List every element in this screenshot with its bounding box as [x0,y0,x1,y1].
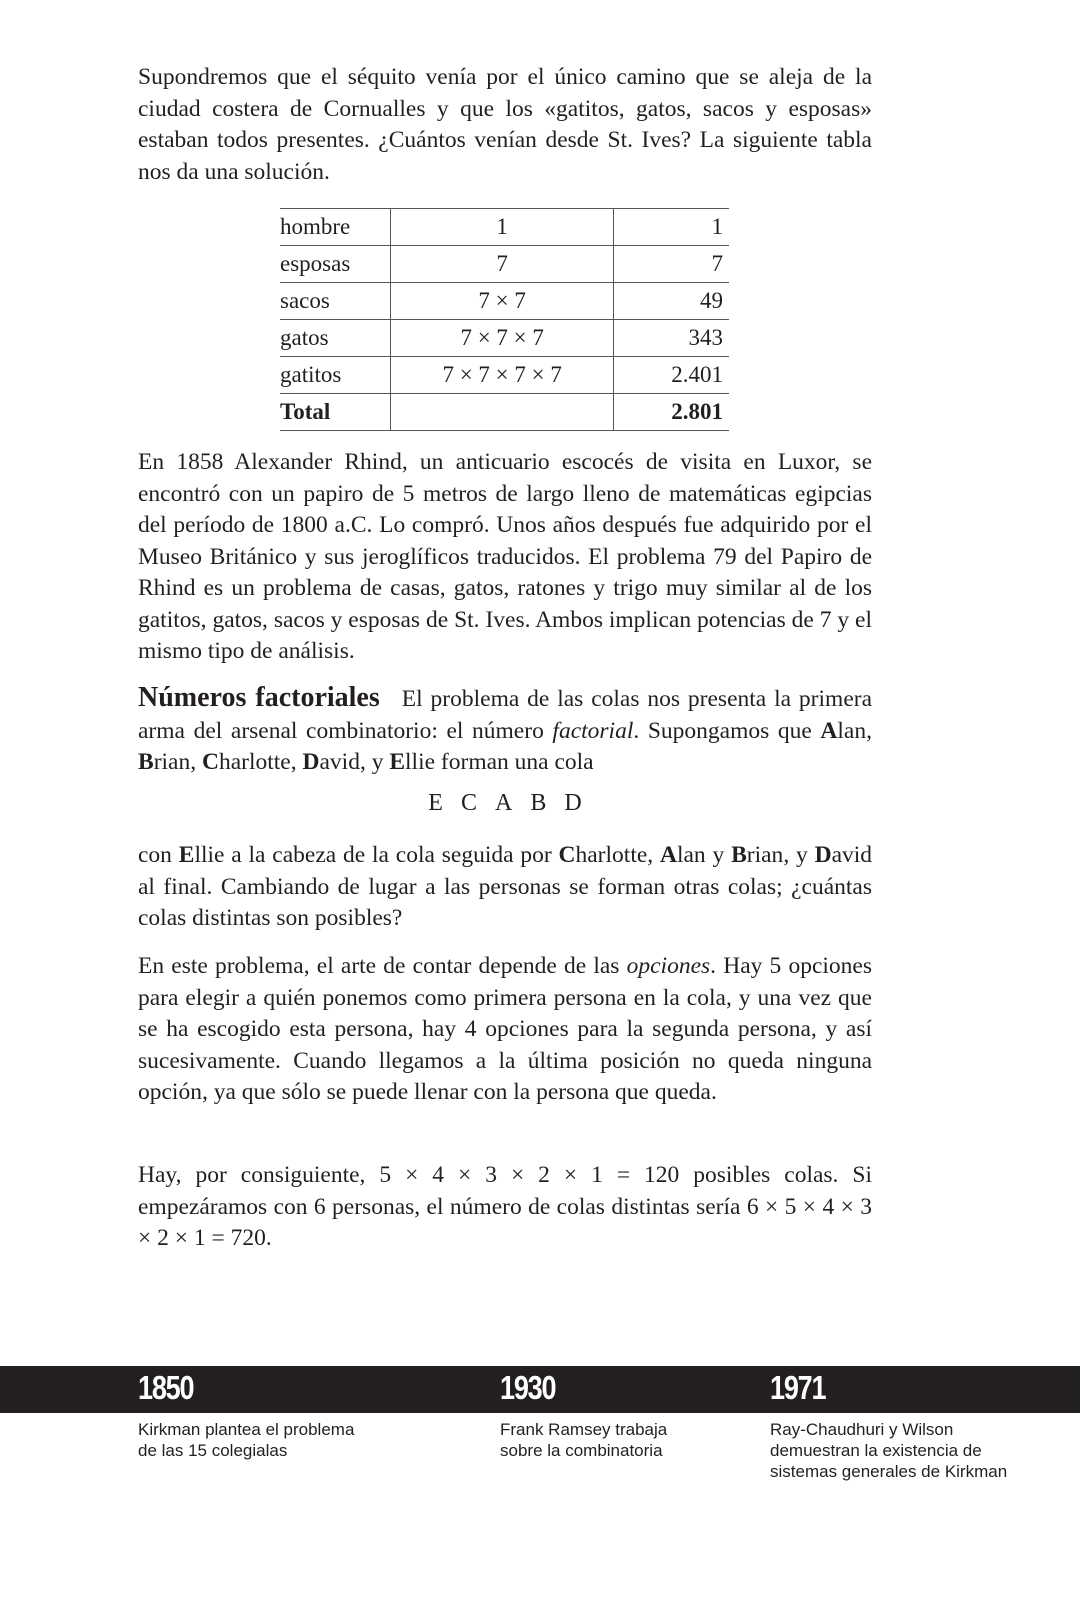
name-initial: D [814,842,832,868]
separator: , [190,749,202,775]
paragraph-text [138,682,872,779]
text-run: . Hay 5 opciones para elegir a quién ponemos como primera persona en la cola, y una vez que se ha escogido esta persona, hay 4 opciones para la segunda persona, y así sucesivamente. Cuando llegamos a la última posición no queda ninguna opción, ya que sólo se puede llenar con la persona que queda. [138,953,872,1105]
timeline-event-1850 [138,1419,354,1461]
queue-letter: B [530,790,547,816]
paragraph-text: Supondremos que el séquito venía por el único camino que se aleja de la ciudad costera de Cornualles y que los «gatitos, gatos, sacos y esposas» estaban todos presentes. ¿Cuántos venían desde St. Ives? La siguiente tabla nos da una solución. [138,64,872,185]
paragraph-factorial-intro [138,682,872,779]
queue-letter: D [564,790,582,816]
paragraph-queue-explanation [138,840,872,935]
paragraph-options [138,951,872,1109]
text-run: a la cabeza de la cola seguida por [224,842,559,868]
table-cell-value: 1 [614,209,729,246]
name-initial: D [302,749,320,775]
text-run: al final. Cambiando de lugar a las personas se forman otras colas; ¿cuántas colas distintas son posibles? [138,873,872,931]
name-rest: avid [319,749,360,775]
name-rest: avid [831,842,873,868]
table-cell-expression: 7 × 7 × 7 × 7 [391,357,614,394]
italic-term: factorial [552,717,634,744]
table-row [280,357,729,394]
timeline-year-1971: 1971 [770,1369,826,1406]
text-run: , [647,842,660,868]
timeline-event-line: Kirkman plantea el problema [138,1420,355,1439]
table-cell-label: gatitos [280,357,391,394]
timeline-event-1971 [770,1419,1007,1482]
paragraph-st-ives-intro [138,62,872,188]
table-cell-expression: 7 × 7 [391,283,614,320]
table-total-value: 2.801 [614,394,729,431]
name-initial: B [731,842,747,868]
timeline-event-line: sistemas generales de Kirkman [770,1462,1008,1481]
table-total-label: Total [280,394,391,431]
separator: , [290,749,303,775]
name-rest: llie [405,749,436,775]
st-ives-table [280,208,729,431]
separator: , y [359,749,390,775]
timeline-year-1930: 1930 [500,1369,556,1406]
table-row [280,246,729,283]
table-cell-label: esposas [280,246,391,283]
timeline-event-line: Ray-Chaudhuri y Wilson [770,1420,954,1439]
section-heading: Números factoriales [138,682,380,713]
table-cell-value: 2.401 [614,357,729,394]
timeline-event-line: Frank Ramsey trabaja [500,1420,668,1439]
table-total-row [280,394,729,431]
table-cell-value: 343 [614,320,729,357]
text-run: forman una cola [435,749,594,775]
timeline-event-line: demuestran la existencia de [770,1441,982,1460]
table-cell-label: hombre [280,209,391,246]
table-cell-value: 49 [614,283,729,320]
name-rest: rian [746,842,784,868]
separator: , [866,717,872,744]
paragraph-text [138,840,872,935]
timeline-event-line: de las 15 colegialas [138,1441,288,1460]
text-run: y [705,842,732,868]
queue-letter: A [494,790,513,816]
table-row [280,320,729,357]
paragraph-text: Hay, por consiguiente, 5 × 4 × 3 × 2 × 1 = 120 posibles colas. Si empezáramos con 6 personas, el número de colas distintas sería 6 × 5 × 4 × 3 × 2 × 1 = 720. [138,1162,872,1251]
name-initial: B [138,749,154,775]
name-initial: E [389,749,406,775]
text-run: En este problema, el arte de contar depende de las [138,953,627,979]
name-rest: harlotte [575,842,648,868]
table-total-expression [391,394,614,431]
paragraph-text [138,951,872,1109]
timeline-year-1850: 1850 [138,1369,194,1406]
text-run: , y [783,842,815,868]
name-rest: llie [194,842,225,868]
paragraph-factorial-result [138,1160,872,1255]
italic-term: opciones [626,953,711,979]
table-cell-expression: 1 [391,209,614,246]
name-rest: lan [837,717,867,744]
table-cell-expression: 7 [391,246,614,283]
table-cell-label: sacos [280,283,391,320]
table-row [280,209,729,246]
name-initial: E [178,842,195,868]
name-rest: rian [153,749,191,775]
name-rest: lan [676,842,706,868]
name-rest: harlotte [218,749,291,775]
name-initial: A [820,717,838,744]
table-cell-expression: 7 × 7 × 7 [391,320,614,357]
text-run: . Supongamos que [633,717,821,744]
text-run: El problema de las colas nos presenta la primera arma del arsenal combinatorio: el número [138,686,873,744]
paragraph-rhind-papyrus [138,447,872,668]
timeline-event-1930 [500,1419,667,1461]
paragraph-text: En 1858 Alexander Rhind, un anticuario escocés de visita en Luxor, se encontró con un papiro de 5 metros de largo lleno de matemáticas egipcias del período de 1800 a.C. Lo compró. Unos años después fue adquirido por el Museo Británico y sus jeroglíficos traducidos. El problema 79 del Papiro de Rhind es un problema de casas, gatos, ratones y trigo muy similar al de los gatitos, gatos, sacos y esposas de St. Ives. Ambos implican potencias de 7 y el mismo tipo de análisis. [138,449,872,664]
name-initial: C [558,842,576,868]
queue-letter: C [460,790,477,816]
name-initial: A [659,842,677,868]
queue-letter: E [428,790,443,816]
text-run: con [138,842,179,868]
table-cell-value: 7 [614,246,729,283]
table-cell-label: gatos [280,320,391,357]
name-initial: C [201,749,219,775]
timeline-event-line: sobre la combinatoria [500,1441,663,1460]
table-row [280,283,729,320]
queue-example [138,790,872,817]
